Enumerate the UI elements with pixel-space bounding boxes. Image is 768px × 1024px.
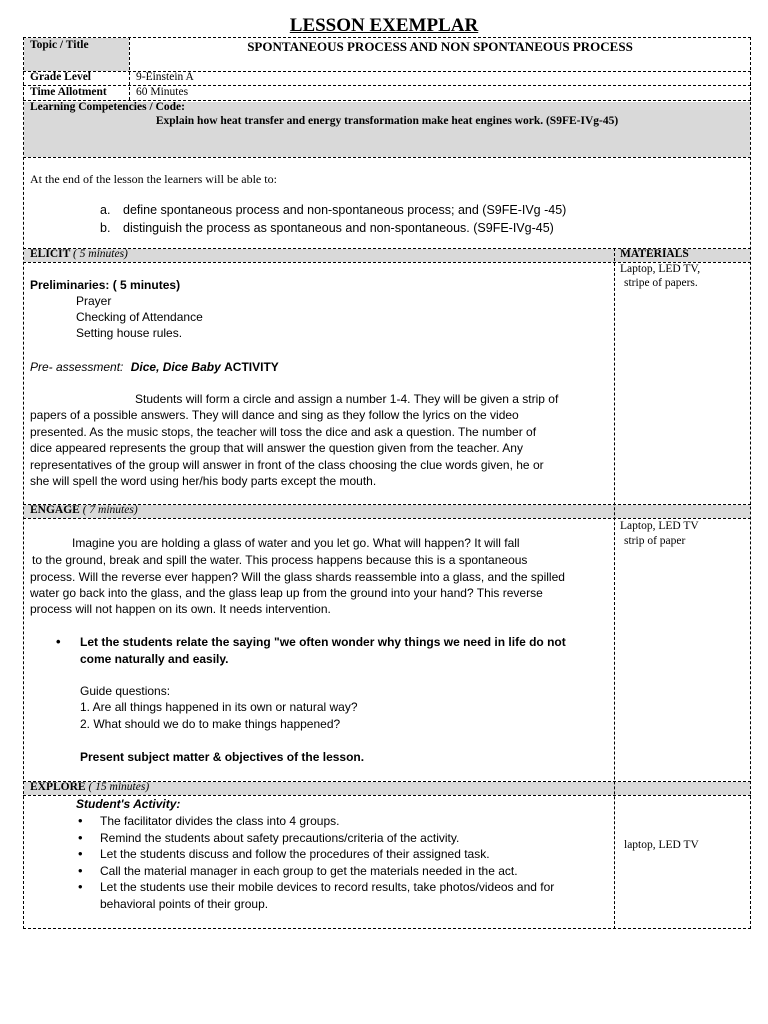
objective-marker: a. (100, 203, 111, 217)
student-activity-label: Student's Activity: (76, 797, 181, 811)
engage-duration: ( 7 minutes) (82, 504, 138, 516)
objective-a (100, 202, 567, 219)
objective-marker: b. (100, 221, 111, 235)
document-title: LESSON EXEMPLAR (289, 15, 479, 36)
guide-question: 2. What should we do to make things happened? (80, 717, 341, 731)
pre-assessment-activity: Dice, Dice Baby (130, 360, 221, 374)
row-divider (23, 85, 751, 86)
bullet-icon: • (56, 634, 61, 649)
preliminaries-label (30, 277, 180, 294)
list-item (76, 879, 611, 912)
engage-heading (30, 504, 138, 516)
topic-label: Topic / Title (30, 39, 89, 51)
guide-question: 1. Are all things happened in its own or natural way? (80, 700, 358, 714)
objective-text: define spontaneous process and non-spontaneous process; and (S9FE-IVg -45) (123, 203, 567, 217)
explore-duration: ( 15 minutes) (88, 781, 150, 793)
elicit-materials-line: Laptop, LED TV, (620, 263, 701, 275)
list-item-text: Call the material manager in each group to get the materials needed in the act. (100, 863, 518, 878)
list-item-text: The facilitator divides the class into 4 groups. (100, 814, 340, 828)
grade-value: 9-Einstein A (136, 71, 194, 83)
engage-paragraph-line: to the ground, break and spill the water. This process happens because this is a spontaneous (32, 553, 528, 567)
pre-assessment-label: Pre- assessment: (30, 360, 124, 374)
list-item-text: Let the students discuss and follow the procedures of their assigned task. (100, 847, 490, 861)
list-item (76, 813, 611, 830)
preliminaries-text: Preliminaries: (30, 278, 110, 292)
list-item (76, 846, 611, 863)
elicit-paragraph-line: dice appeared represents the group that will answer the question given from the teacher. Any (30, 441, 523, 455)
list-item (76, 863, 611, 880)
preliminaries-duration: ( 5 minutes) (112, 278, 181, 292)
competency-label: Learning Competencies / Code: (30, 101, 185, 113)
elicit-paragraph-line: presented. As the music stops, the teacher will toss the dice and ask a question. The number of (30, 425, 537, 439)
grade-label: Grade Level (30, 71, 91, 83)
engage-heading-text: ENGAGE (30, 504, 80, 516)
list-item-text: Let the students use their mobile devices to record results, take photos/videos and for behavioral points of their group. (100, 880, 555, 911)
row-divider (23, 157, 751, 158)
materials-header: MATERIALS (620, 248, 689, 260)
engage-paragraph-line: process will not happen on its own. It needs intervention. (30, 602, 331, 616)
engage-materials-line: Laptop, LED TV (620, 520, 699, 532)
elicit-paragraph-line: Students will form a circle and assign a number 1-4. They will be given a strip of (135, 392, 559, 406)
explore-heading-text: EXPLORE (30, 781, 86, 793)
row-divider (23, 71, 751, 72)
prelim-item: Prayer (76, 294, 112, 308)
pre-assessment-suffix: ACTIVITY (224, 360, 279, 374)
time-label: Time Allotment (30, 86, 107, 98)
elicit-paragraph-line: representatives of the group will answer in front of the class choosing the clue words given, he or (30, 458, 544, 472)
objective-text: distinguish the process as spontaneous and non-spontaneous. (S9FE-IVg-45) (123, 221, 554, 235)
row-divider (23, 37, 751, 38)
guide-questions-label: Guide questions: (80, 684, 171, 698)
explore-heading (30, 781, 149, 793)
engage-bullet-line: come naturally and easily. (80, 652, 229, 666)
prelim-item: Checking of Attendance (76, 310, 203, 324)
prelim-item: Setting house rules. (76, 326, 183, 340)
elicit-duration: ( 5 minutes) (72, 248, 128, 260)
competency-value: Explain how heat transfer and energy transformation make heat engines work. (S9FE-IVg-45) (155, 115, 619, 127)
present-subject-matter: Present subject matter & objectives of the lesson. (80, 750, 365, 764)
engage-paragraph-line: process. Will the reverse ever happen? Will the glass shards reassemble into a glass, and the spilled (30, 570, 565, 584)
objectives-intro: At the end of the lesson the learners will be able to: (30, 172, 277, 186)
elicit-paragraph-line: papers of a possible answers. They will dance and sing as they follow the lyrics on the video (30, 408, 519, 422)
list-item (76, 830, 611, 847)
explore-materials-line: laptop, LED TV (624, 839, 699, 851)
explore-activity-list (76, 813, 611, 912)
list-item-text: Remind the students about safety precautions/criteria of the activity. (100, 830, 460, 845)
engage-materials-line: strip of paper (624, 535, 686, 547)
engage-paragraph-line: Imagine you are holding a glass of water and you let go. What will happen? It will fall (72, 536, 520, 550)
elicit-heading (30, 248, 128, 260)
time-value: 60 Minutes (136, 86, 189, 98)
engage-bullet-line: Let the students relate the saying "we often wonder why things we need in life do not (80, 635, 566, 649)
pre-assessment (30, 359, 279, 376)
engage-paragraph-line: water go back into the glass, and the glass leap up from the ground into your hand? This reverse (30, 586, 543, 600)
elicit-heading-text: ELICIT (30, 248, 71, 260)
elicit-paragraph-line: she will spell the word using her/his body parts except the mouth. (30, 474, 377, 488)
materials-column-divider (614, 248, 615, 929)
elicit-materials-line: stripe of papers. (624, 277, 698, 289)
objective-b (100, 220, 554, 237)
topic-value: SPONTANEOUS PROCESS AND NON SPONTANEOUS PROCESS (247, 39, 633, 54)
